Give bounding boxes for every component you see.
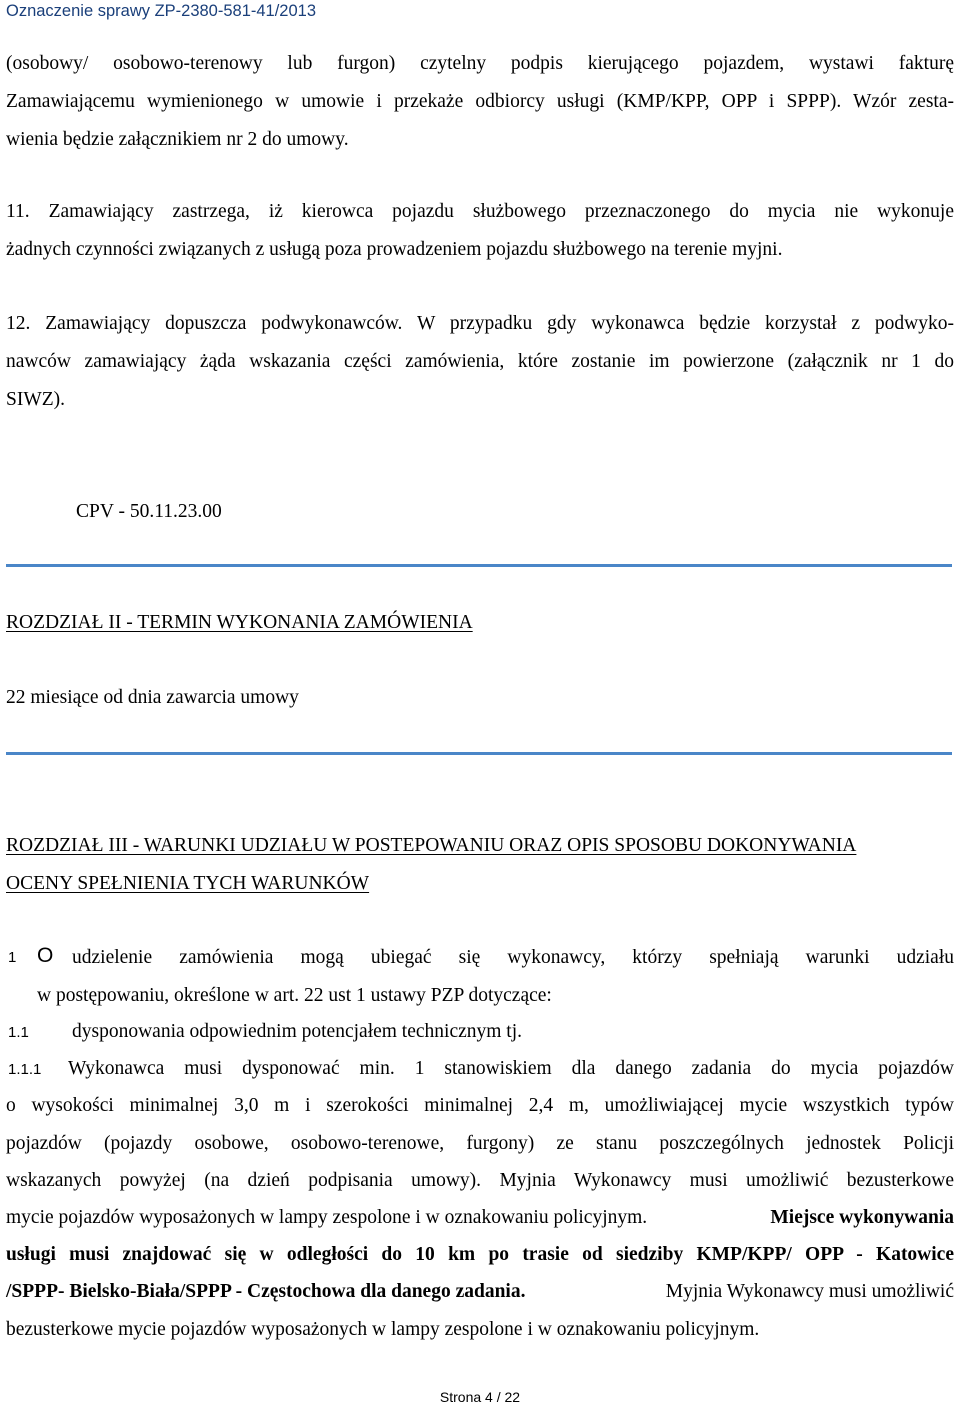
item-1-initial: O bbox=[37, 944, 54, 967]
item-1-1-1-line-3: pojazdów (pojazdy osobowe, osobowo-terenowe, furgony) ze stanu poszczególnych jednostek Policji bbox=[6, 1133, 954, 1154]
item-1-1-1-line-8: bezusterkowe mycie pojazdów wyposażonych w lampy zespolone i w oznakowaniu policyjnym. bbox=[6, 1319, 760, 1340]
item-1-1-1-line-7-regular: Myjnia Wykonawcy musi umożliwić bbox=[665, 1281, 954, 1302]
point-12-line-3: SIWZ). bbox=[6, 389, 66, 410]
intro-line-1: (osobowy/ osobowo-terenowy lub furgon) czytelny podpis kierującego pojazdem, wystawi fakturę bbox=[6, 53, 954, 74]
item-1-1-1-line-7-bold: /SPPP- Bielsko-Biała/SPPP - Częstochowa dla danego zadania. bbox=[6, 1281, 526, 1302]
chapter-2-title: ROZDZIAŁ II - TERMIN WYKONANIA ZAMÓWIENIA bbox=[6, 612, 473, 633]
item-1-1-1-line-5-bold: Miejsce wykonywania bbox=[770, 1207, 954, 1228]
item-1-1-1-line-1: Wykonawca musi dysponować min. 1 stanowiskiem dla danego zadania do mycia pojazdów bbox=[68, 1058, 954, 1079]
item-1-line-2: w postępowaniu, określone w art. 22 ust 1 ustawy PZP dotyczące: bbox=[37, 985, 552, 1006]
item-1-1-1-line-5 bbox=[6, 1205, 954, 1231]
item-1-1-1-line-7 bbox=[6, 1279, 954, 1305]
section-divider-2 bbox=[6, 752, 952, 755]
section-divider-1 bbox=[6, 564, 952, 567]
point-11-line-1: 11. Zamawiający zastrzega, iż kierowca pojazdu służbowego przeznaczonego do mycia nie wykonuje bbox=[6, 201, 954, 222]
point-12-line-1: 12. Zamawiający dopuszcza podwykonawców. W przypadku gdy wykonawca będzie korzystał z podwyko- bbox=[6, 313, 954, 334]
item-1-1-number: 1.1 bbox=[8, 1024, 29, 1041]
chapter-3-title-line-2: OCENY SPEŁNIENIA TYCH WARUNKÓW bbox=[6, 873, 370, 894]
chapter-3-title-line-1: ROZDZIAŁ III - WARUNKI UDZIAŁU W POSTEPOWANIU ORAZ OPIS SPOSOBU DOKONYWANIA bbox=[6, 835, 857, 856]
item-1-1-1-line-2: o wysokości minimalnej 3,0 m i szerokości minimalnej 2,4 m, umożliwiającej mycie wszystkich typów bbox=[6, 1095, 954, 1116]
chapter-2-body: 22 miesiące od dnia zawarcia umowy bbox=[6, 687, 299, 708]
document-header: Oznaczenie sprawy ZP-2380-581-41/2013 bbox=[6, 2, 317, 20]
item-1-line-1: udzielenie zamówienia mogą ubiegać się wykonawcy, którzy spełniają warunki udziału bbox=[72, 947, 954, 968]
intro-line-3: wienia będzie załącznikiem nr 2 do umowy. bbox=[6, 129, 349, 150]
intro-line-2: Zamawiającemu wymienionego w umowie i przekaże odbiorcy usługi (KMP/KPP, OPP i SPPP). Wzór zesta- bbox=[6, 91, 954, 112]
cpv-code: CPV - 50.11.23.00 bbox=[76, 501, 222, 522]
item-1-1-1-line-4: wskazanych powyżej (na dzień podpisania umowy). Myjnia Wykonawcy musi umożliwić bezusterkowe bbox=[6, 1170, 954, 1191]
point-12-line-2: nawców zamawiający żąda wskazania części zamówienia, które zostanie im powierzone (załącznik nr 1 do bbox=[6, 351, 954, 372]
item-1-1-1-line-5-regular: mycie pojazdów wyposażonych w lampy zespolone i w oznakowaniu policyjnym. bbox=[6, 1207, 648, 1228]
page-number: Strona 4 / 22 bbox=[439, 1389, 521, 1405]
item-1-number: 1 bbox=[8, 949, 17, 966]
item-1-1-text: dysponowania odpowiednim potencjałem technicznym tj. bbox=[72, 1021, 523, 1042]
item-1-1-1-line-6: usługi musi znajdować się w odległości do 10 km po trasie od siedziby KMP/KPP/ OPP - Katowice bbox=[6, 1244, 954, 1265]
point-11-line-2: żadnych czynności związanych z usługą poza prowadzeniem pojazdu służbowego na terenie myjni. bbox=[6, 239, 783, 260]
item-1-1-1-number: 1.1.1 bbox=[8, 1061, 42, 1078]
